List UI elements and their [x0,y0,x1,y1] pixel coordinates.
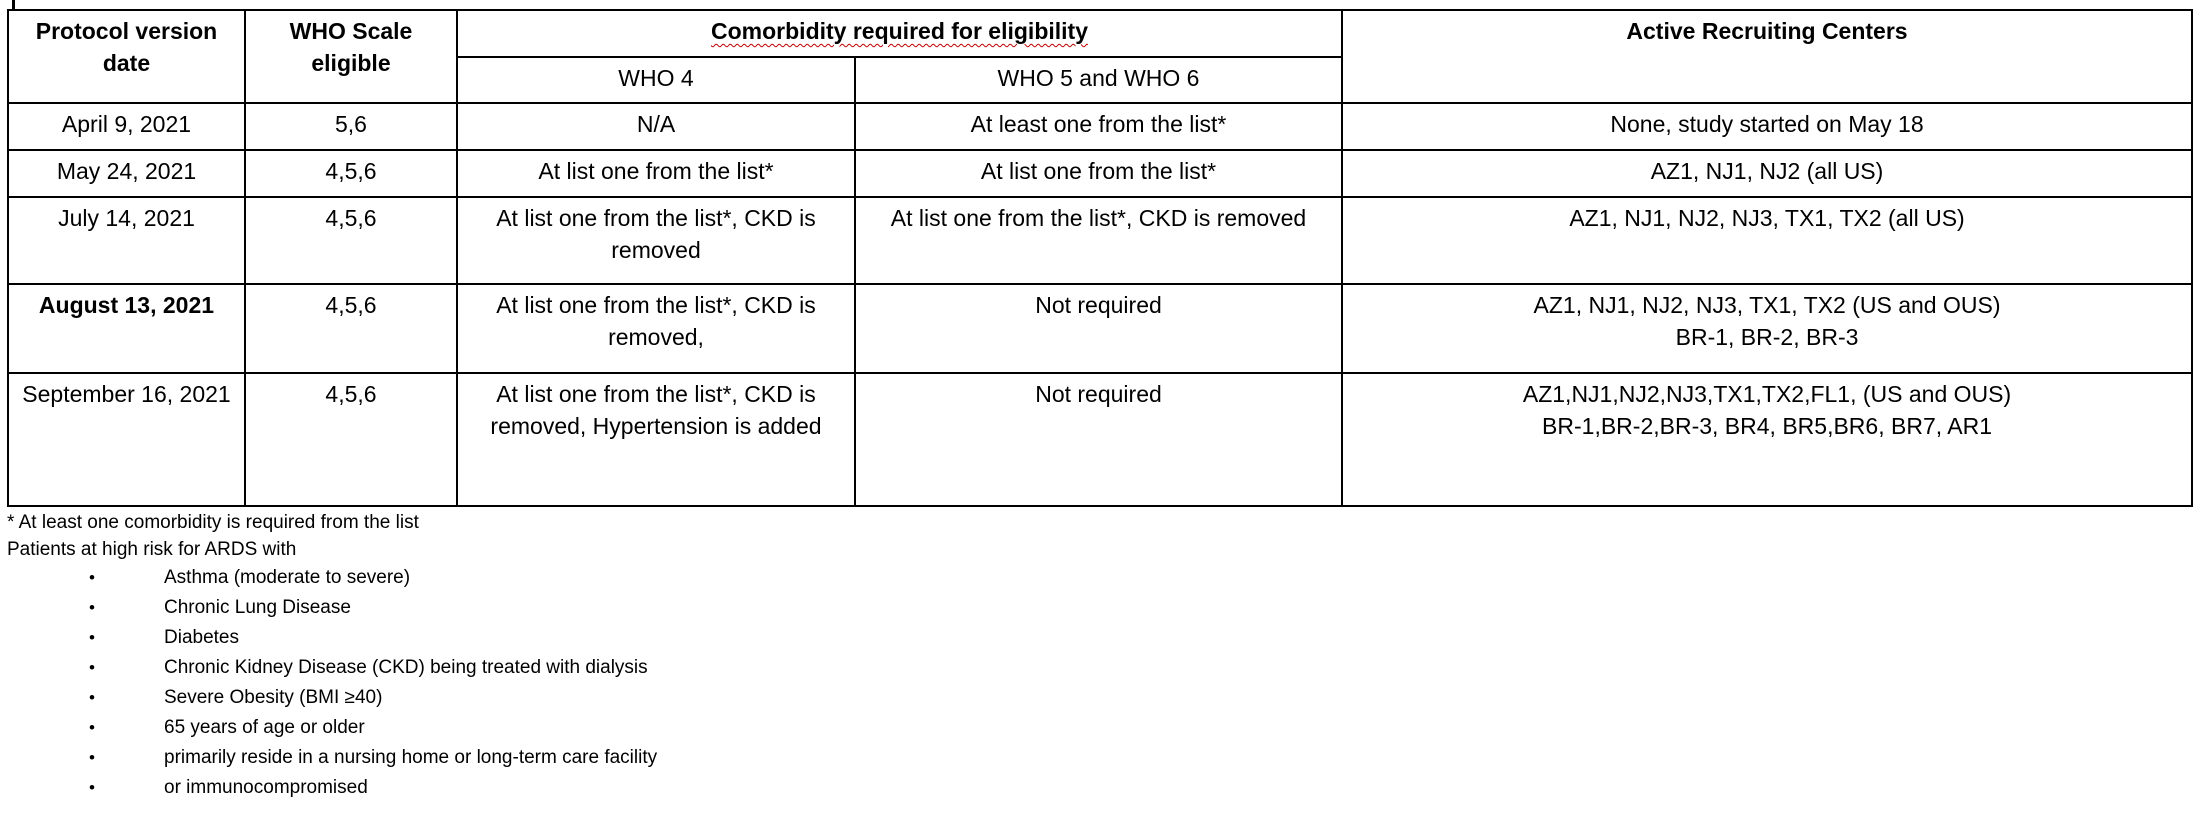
header-row-1 [8,10,2192,57]
table-row [8,150,2192,197]
cell-who-scale: 4,5,6 [245,284,457,373]
table-row [8,373,2192,506]
cell-who4: At list one from the list*, CKD is removed [457,197,855,284]
list-item-text: primarily reside in a nursing home or long-term care facility [164,747,658,768]
cell-date: August 13, 2021 [8,284,245,373]
header-who4: WHO 4 [457,57,855,103]
cell-date: May 24, 2021 [8,150,245,197]
list-item-text: Diabetes [164,627,239,648]
list-item [7,773,2191,803]
list-item-text: Chronic Kidney Disease (CKD) being treated with dialysis [164,657,648,678]
header-comorbidity [457,10,1342,57]
list-item [7,593,2191,623]
cell-who56: At least one from the list* [855,103,1342,150]
cell-centers [1342,284,2192,373]
text-cursor-marker [12,0,15,9]
bullet-icon: • [89,658,95,677]
bullet-icon: • [89,568,95,587]
comorbidity-list [7,563,2191,803]
header-who56: WHO 5 and WHO 6 [855,57,1342,103]
centers-line: AZ1,NJ1,NJ2,NJ3,TX1,TX2,FL1, (US and OUS) [1522,381,2012,407]
header-comorbidity-text: Comorbidity required for eligibility [711,18,1088,44]
list-item-text: Asthma (moderate to severe) [164,567,411,588]
cell-who56: At list one from the list* [855,150,1342,197]
cell-date [8,373,245,506]
header-centers: Active Recruiting Centers [1342,10,2192,103]
cell-who-scale: 4,5,6 [245,373,457,506]
list-item-text: or immunocompromised [164,777,368,798]
document-body [7,9,2191,803]
bullet-icon: • [89,688,95,707]
list-item [7,563,2191,593]
cell-who-scale: 5,6 [245,103,457,150]
centers-line: None, study started on May 18 [1610,111,1924,137]
cell-who-scale: 4,5,6 [245,150,457,197]
table-row [8,103,2192,150]
list-item [7,743,2191,773]
list-item-text: 65 years of age or older [164,717,365,738]
centers-line: BR-1,BR-2,BR-3, BR4, BR5,BR6, BR7, AR1 [1542,413,1992,439]
cell-who56: At list one from the list*, CKD is removed [855,197,1342,284]
cell-date: April 9, 2021 [8,103,245,150]
cell-who4: At list one from the list*, CKD is removed, [457,284,855,373]
date-text: September 16, 2021 [22,381,231,407]
header-who-scale: WHO Scale eligible [245,10,457,103]
cell-centers [1342,150,2192,197]
list-item-text: Severe Obesity (BMI ≥40) [164,687,383,708]
bullet-icon: • [89,778,95,797]
bullet-icon: • [89,718,95,737]
centers-line: BR-1, BR-2, BR-3 [1675,324,1859,350]
bullet-icon: • [89,628,95,647]
protocol-table [7,9,2193,507]
cell-date: July 14, 2021 [8,197,245,284]
bullet-icon: • [89,598,95,617]
cell-centers [1342,373,2192,506]
cell-centers [1342,103,2192,150]
cell-who-scale: 4,5,6 [245,197,457,284]
list-item [7,653,2191,683]
centers-line: AZ1, NJ1, NJ2, NJ3, TX1, TX2 (all US) [1569,205,1965,231]
cell-centers [1342,197,2192,284]
centers-line: AZ1, NJ1, NJ2 (all US) [1650,158,1884,184]
cell-who56: Not required [855,373,1342,506]
centers-line: AZ1, NJ1, NJ2, NJ3, TX1, TX2 (US and OUS) [1533,292,2001,318]
bullet-icon: • [89,748,95,767]
table-row [8,197,2192,284]
header-protocol-date: Protocol version date [8,10,245,103]
list-item-text: Chronic Lung Disease [164,597,351,618]
cell-who4: N/A [457,103,855,150]
table-row [8,284,2192,373]
list-item [7,713,2191,743]
cell-who4: At list one from the list* [457,150,855,197]
cell-who4: At list one from the list*, CKD is removed, Hypertension is added [457,373,855,506]
cell-who56: Not required [855,284,1342,373]
list-item [7,623,2191,653]
risk-intro: Patients at high risk for ARDS with [7,539,297,560]
footnote: * At least one comorbidity is required from the list [7,512,419,533]
list-item [7,683,2191,713]
